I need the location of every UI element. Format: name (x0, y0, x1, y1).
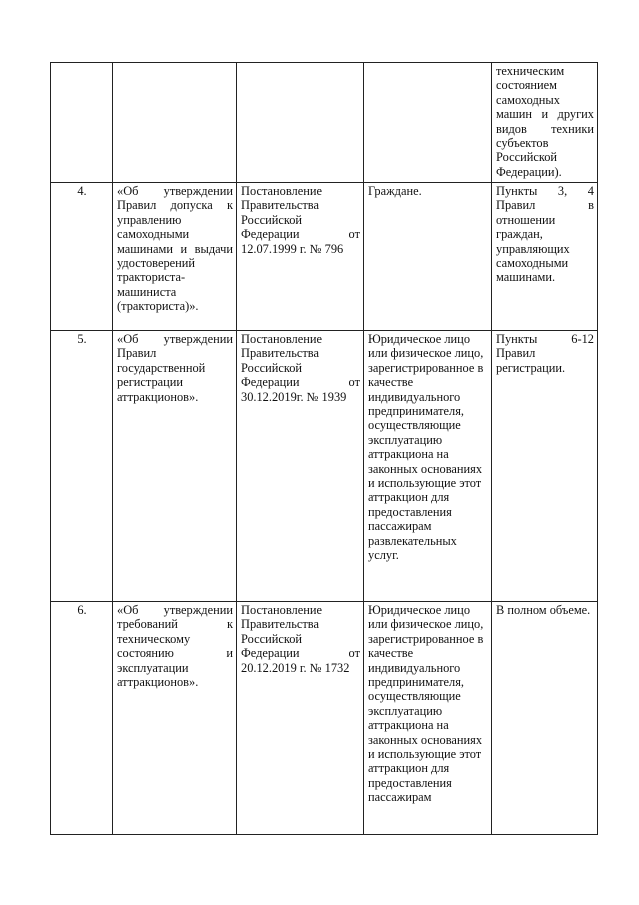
subjects-cell (364, 331, 492, 602)
table-row (51, 602, 598, 835)
act-reference: Постановление Правительства Российской Федерации от 30.12.2019г. № 1939 (241, 332, 360, 404)
table-row (51, 183, 598, 331)
row-number: 4. (77, 184, 87, 198)
row-number-cell (51, 63, 113, 183)
row-number: 5. (77, 332, 87, 346)
act-title: «Об утверждении Правил допуска к управлению самоходными машинами и выдачи удостоверений тракториста-машиниста (тракториста)». (117, 184, 233, 314)
act-title-cell (113, 183, 237, 331)
row-number: 6. (77, 603, 87, 617)
act-title-cell (113, 63, 237, 183)
row-number-cell (51, 331, 113, 602)
act-reference-cell (237, 183, 364, 331)
scope-text: В полном объеме. (496, 603, 591, 617)
scope-cell (492, 602, 598, 835)
scope-cell (492, 183, 598, 331)
act-reference-cell (237, 602, 364, 835)
row-number-cell (51, 602, 113, 835)
scope-cell (492, 63, 598, 183)
subjects-text: Граждане. (368, 184, 422, 198)
scope-cell (492, 331, 598, 602)
act-title-cell (113, 602, 237, 835)
subjects-cell (364, 602, 492, 835)
act-reference-cell (237, 331, 364, 602)
scope-text: техническим состоянием самоходных машин и других видов техники субъектов Российской Федерации). (496, 64, 594, 179)
act-title-cell (113, 331, 237, 602)
act-reference-cell (237, 63, 364, 183)
scope-text: Пункты 3, 4 Правил в отношении граждан, управляющих самоходными машинами. (496, 184, 594, 285)
subjects-text: Юридическое лицо или физическое лицо, зарегистрированное в качестве индивидуального предпринимателя, осуществляющие эксплуатацию аттракциона на законных основаниях и использующие этот аттракцион для предоставления пассажирам развлекательных услуг. (368, 332, 484, 563)
regulations-table (50, 62, 598, 835)
table-row (51, 331, 598, 602)
act-reference: Постановление Правительства Российской Федерации от 20.12.2019 г. № 1732 (241, 603, 360, 675)
act-title: «Об утверждении Правил государственной регистрации аттракционов». (117, 332, 233, 404)
subjects-text: Юридическое лицо или физическое лицо, зарегистрированное в качестве индивидуального предпринимателя, осуществляющие эксплуатацию аттракциона на законных основаниях и использующие этот аттракцион для предоставления пассажирам (368, 603, 484, 805)
table-row (51, 63, 598, 183)
subjects-cell (364, 183, 492, 331)
act-reference: Постановление Правительства Российской Федерации от 12.07.1999 г. № 796 (241, 184, 360, 256)
act-title: «Об утверждении требований к техническому состоянию и эксплуатации аттракционов». (117, 603, 233, 690)
subjects-cell (364, 63, 492, 183)
row-number-cell (51, 183, 113, 331)
scope-text: Пункты 6-12 Правил регистрации. (496, 332, 594, 375)
